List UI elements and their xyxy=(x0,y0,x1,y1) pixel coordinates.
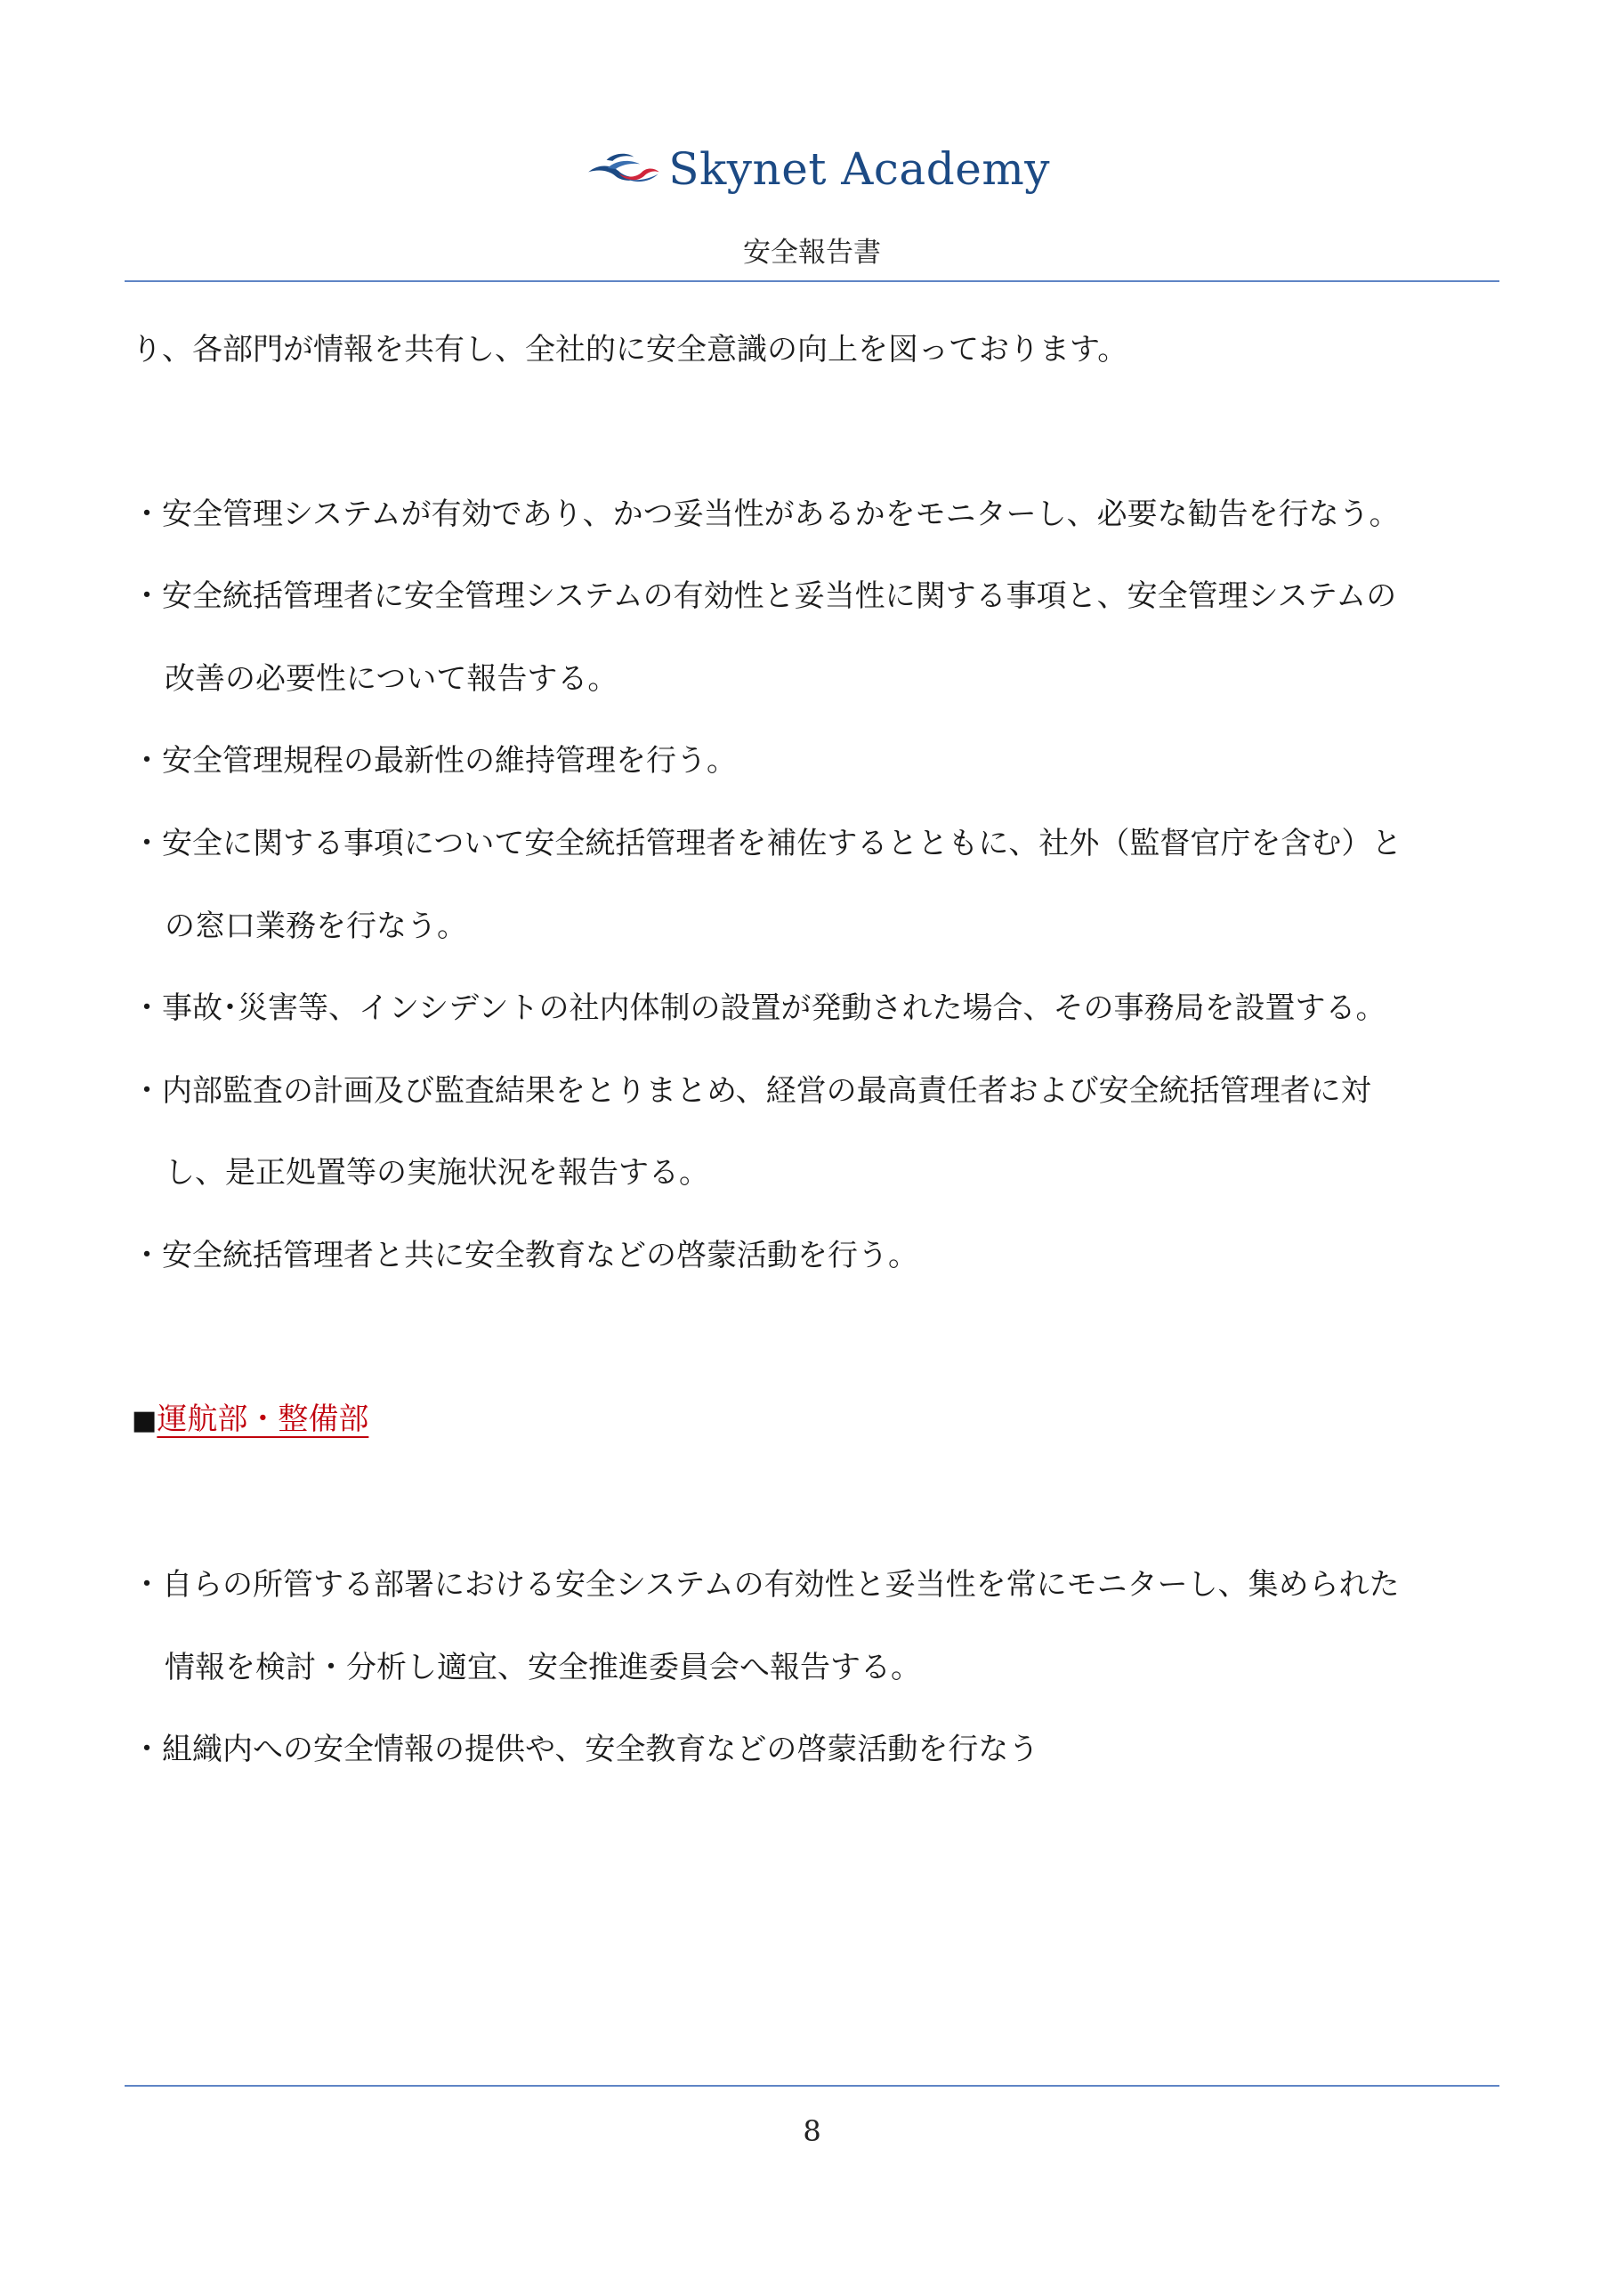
brand-name: Skynet Academy xyxy=(668,143,1050,195)
skynet-logo-icon xyxy=(587,133,663,205)
bullet-item: ・安全に関する事項について安全統括管理者を補佐するとともに、社外（監督官庁を含む）と xyxy=(132,826,1402,861)
bullet-item: ・組織内への安全情報の提供や、安全教育などの啓蒙活動を行なう xyxy=(132,1732,1039,1767)
bullet-item: ・安全管理規程の最新性の維持管理を行う。 xyxy=(132,743,737,779)
document-title: 安全報告書 xyxy=(743,237,881,269)
page-number: 8 xyxy=(803,2114,821,2148)
header-logo xyxy=(587,133,1050,205)
footer-divider xyxy=(125,2085,1499,2087)
section-heading-text: 運航部・整備部 xyxy=(157,1402,369,1437)
bullet-item: ・安全統括管理者に安全管理システムの有効性と妥当性に関する事項と、安全管理システムの xyxy=(132,578,1397,614)
paragraph-continuation: り、各部門が情報を共有し、全社的に安全意識の向上を図っております。 xyxy=(132,332,1128,368)
bullet-item-continuation: の窓口業務を行なう。 xyxy=(165,909,467,944)
bullet-item-continuation: 情報を検討・分析し適宜、安全推進委員会へ報告する。 xyxy=(165,1650,921,1685)
header-divider xyxy=(125,280,1499,282)
bullet-item: ・内部監査の計画及び監査結果をとりまとめ、経営の最高責任者および安全統括管理者に対 xyxy=(132,1073,1371,1109)
heading-square-marker: ■ xyxy=(132,1405,158,1436)
bullet-item-continuation: し、是正処置等の実施状況を報告する。 xyxy=(165,1155,709,1191)
bullet-item: ・自らの所管する部署における安全システムの有効性と妥当性を常にモニターし、集められた xyxy=(132,1567,1400,1603)
bullet-item: ・安全統括管理者と共に安全教育などの啓蒙活動を行う。 xyxy=(132,1238,918,1273)
bullet-item: ・安全管理システムが有効であり、かつ妥当性があるかをモニターし、必要な勧告を行なう。 xyxy=(132,497,1400,532)
section-heading xyxy=(132,1399,368,1442)
bullet-item: ・事故･災害等、インシデントの社内体制の設置が発動された場合、その事務局を設置する。 xyxy=(132,990,1386,1026)
bullet-item-continuation: 改善の必要性について報告する。 xyxy=(165,661,618,697)
